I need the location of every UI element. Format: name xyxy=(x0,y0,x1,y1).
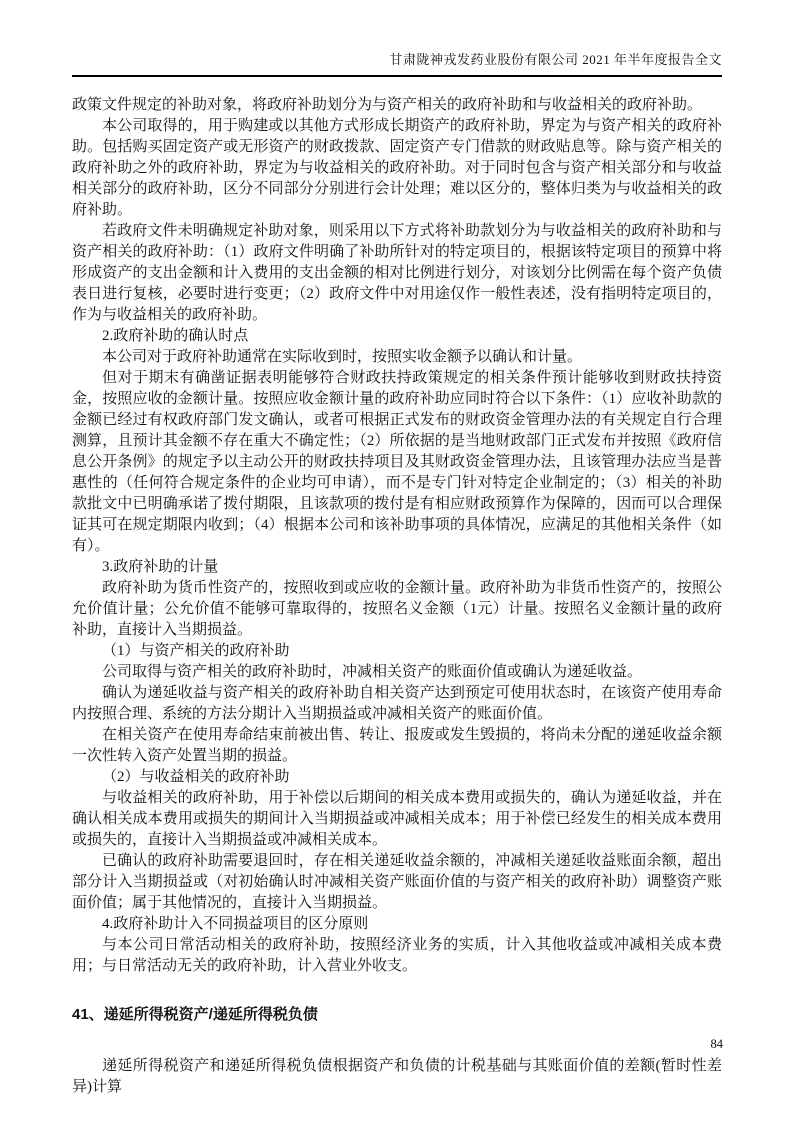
body-paragraph: 与本公司日常活动相关的政府补助，按照经济业务的实质，计入其他收益或冲减相关成本费用；与日常活动无关的政府补助，计入营业外收支。 xyxy=(72,937,722,974)
page-content xyxy=(72,0,722,1098)
body-paragraph: 3.政府补助的计量 xyxy=(102,559,219,575)
body-paragraphs xyxy=(72,95,722,977)
page-number: 84 xyxy=(710,1037,723,1051)
report-title: 甘肃陇神戎发药业股份有限公司 2021 年半年度报告全文 xyxy=(389,52,722,67)
body-paragraph: 本公司取得的，用于购建或以其他方式形成长期资产的政府补助，界定为与资产相关的政府补助。包括购买固定资产或无形资产的财政拨款、固定资产专门借款的财政贴息等。除与资产相关的政府补助之外的政府补助，界定为与收益相关的政府补助。对于同时包含与资产相关部分和与收益相关部分的政府补助，区分不同部分分别进行会计处理；难以区分的，整体归类为与收益相关的政府补助。 xyxy=(72,118,722,218)
body-paragraph: 公司取得与资产相关的政府补助时，冲减相关资产的账面价值或确认为递延收益。 xyxy=(102,664,643,680)
body-paragraph: 2.政府补助的确认时点 xyxy=(102,328,249,344)
body-paragraph: 确认为递延收益与资产相关的政府补助自相关资产达到预定可使用状态时，在该资产使用寿命内按照合理、系统的方法分期计入当期损益或冲减相关资产的账面价值。 xyxy=(72,685,722,722)
body-paragraph: 若政府文件未明确规定补助对象，则采用以下方式将补助款划分为与收益相关的政府补助和与资产相关的政府补助：（1）政府文件明确了补助所针对的特定项目的，根据该特定项目的预算中将形成资产的支出金额和计入费用的支出金额的相对比例进行划分，对该划分比例需在每个资产负债表日进行复核，必要时进行变更；（2）政府文件中对用途仅作一般性表述，没有指明特定项目的，作为与收益相关的政府补助。 xyxy=(72,223,722,323)
body-paragraph: 但对于期末有确凿证据表明能够符合财政扶持政策规定的相关条件预计能够收到财政扶持资金，按照应收的金额计量。按照应收金额计量的政府补助应同时符合以下条件：（1）应收补助款的金额已经过有权政府部门发文确认，或者可根据正式发布的财政资金管理办法的有关规定自行合理测算，且预计其金额不存在重大不确定性；（2）所依据的是当地财政部门正式发布并按照《政府信息公开条例》的规定予以主动公开的财政扶持项目及其财政资金管理办法，且该管理办法应当是普惠性的（任何符合规定条件的企业均可申请），而不是专门针对特定企业制定的；（3）相关的补助款批文中已明确承诺了拨付期限，且该款项的拨付是有相应财政预算作为保障的，因而可以合理保证其可在规定期限内收到；（4）根据本公司和该补助事项的具体情况，应满足的其他相关条件（如有）。 xyxy=(72,370,722,554)
body-paragraph: 政府补助为货币性资产的，按照收到或应收的金额计量。政府补助为非货币性资产的，按照公允价值计量；公允价值不能够可靠取得的，按照名义金额（1元）计量。按照名义金额计量的政府补助，直接计入当期损益。 xyxy=(72,580,722,638)
section-41-heading: 41、递延所得税资产/递延所得税负债 xyxy=(72,1006,318,1023)
body-paragraph: 与收益相关的政府补助，用于补偿以后期间的相关成本费用或损失的，确认为递延收益，并在确认相关成本费用或损失的期间计入当期损益或冲减相关成本；用于补偿已经发生的相关成本费用或损失的，直接计入当期损益或冲减相关成本。 xyxy=(72,790,722,848)
body-paragraph: 本公司对于政府补助通常在实际收到时，按照实收金额予以确认和计量。 xyxy=(102,349,583,365)
body-paragraph: 4.政府补助计入不同损益项目的区分原则 xyxy=(102,916,369,932)
body-paragraph: （2）与收益相关的政府补助 xyxy=(102,769,290,785)
header-divider xyxy=(72,75,722,77)
section-41-paragraph: 递延所得税资产和递延所得税负债根据资产和负债的计税基础与其账面价值的差额(暂时性差异)计算 xyxy=(72,1058,722,1095)
body-paragraph: 政策文件规定的补助对象，将政府补助划分为与资产相关的政府补助和与收益相关的政府补助。 xyxy=(72,97,703,113)
body-paragraph: （1）与资产相关的政府补助 xyxy=(102,643,290,659)
body-paragraph: 已确认的政府补助需要退回时，存在相关递延收益余额的，冲减相关递延收益账面余额，超出部分计入当期损益或（对初始确认时冲减相关资产账面价值的与资产相关的政府补助）调整资产账面价值；属于其他情况的，直接计入当期损益。 xyxy=(72,853,722,911)
body-paragraph: 在相关资产在使用寿命结束前被出售、转让、报废或发生毁损的，将尚未分配的递延收益余额一次性转入资产处置当期的损益。 xyxy=(72,727,722,764)
